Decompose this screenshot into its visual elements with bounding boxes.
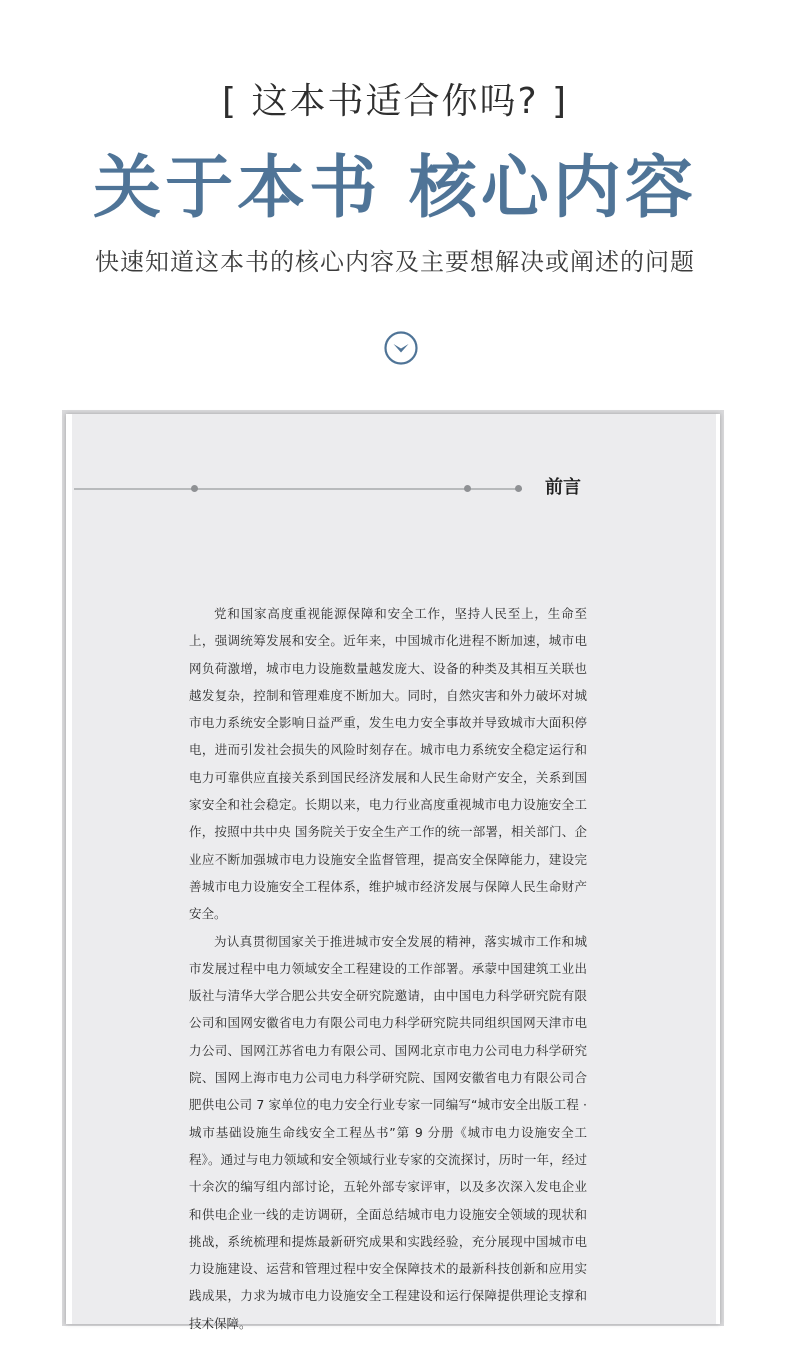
paragraph: 党和国家高度重视能源保障和安全工作，坚持人民至上，生命至上，强调统筹发展和安全。近年来，中国城市化进程不断加速，城市电网负荷激增，城市电力设施数量越发庞大、设备的种类及其相互关联也越发复杂，控制和管理难度不断加大。同时，自然灾害和外力破坏对城市电力系统安全影响日益严重，发生电力安全事故并导致城市大面积停电，进而引发社会损失的风险时刻存在。城市电力系统安全稳定运行和电力可靠供应直接关系到国民经济发展和人民生命财产安全，关系到国家安全和社会稳定。长期以来，电力行业高度重视城市电力设施安全工作，按照中共中央 国务院关于安全生产工作的统一部署，相关部门、企业应不断加强城市电力设施安全监督管理，提高安全保障能力，建设完善城市电力设施安全工程体系，维护城市经济发展与保障人民生命财产安全。	[189, 606, 587, 922]
divider-dot	[464, 485, 471, 492]
main-title: 关于本书 核心内容	[93, 148, 697, 228]
bracket-title: [ 这本书适合你吗? ]	[221, 81, 569, 122]
page-heading: 前言	[545, 477, 581, 498]
heading-divider-line	[74, 488, 522, 490]
paragraph: 为认真贯彻国家关于推进城市安全发展的精神，落实城市工作和城市发展过程中电力领域安全工程建设的工作部署。承蒙中国建筑工业出版社与清华大学合肥公共安全研究院邀请，由中国电力科学研究院有限公司和国网安徽省电力有限公司电力科学研究院共同组织国网天津市电力公司、国网江苏省电力有限公司、国网北京市电力公司电力科学研究院、国网上海市电力公司电力科学研究院、国网安徽省电力有限公司合肥供电公司 7 家单位的电力安全行业专家一同编写“城市安全出版工程 · 城市基础设施生命线安全工程丛书”第 9 分册《城市电力设施安全工程》。通过与电力领域和安全领域行业专家的交流探讨，历时一年，经过十余次的编写组内部讨论，五轮外部专家评审，以及多次深入发电企业和供电企业一线的走访调研，全面总结城市电力设施安全领域的现状和挑战，系统梳理和提炼最新研究成果和实践经验，充分展现中国城市电力设施建设、运营和管理过程中安全保障技术的最新科技创新和应用实践成果，力求为城市电力设施安全工程建设和运行保障提供理论支撑和技术保障。	[189, 933, 587, 1331]
book-page	[66, 414, 720, 1331]
divider-dot	[515, 485, 522, 492]
chevron-down-circle-icon[interactable]	[383, 330, 419, 366]
page-edge-right	[716, 414, 720, 1324]
page-body-text	[189, 600, 587, 1337]
subtitle: 快速知道这本书的核心内容及主要想解决或阐述的问题	[95, 248, 695, 276]
page-edge-left	[66, 414, 72, 1324]
divider-dot	[191, 485, 198, 492]
